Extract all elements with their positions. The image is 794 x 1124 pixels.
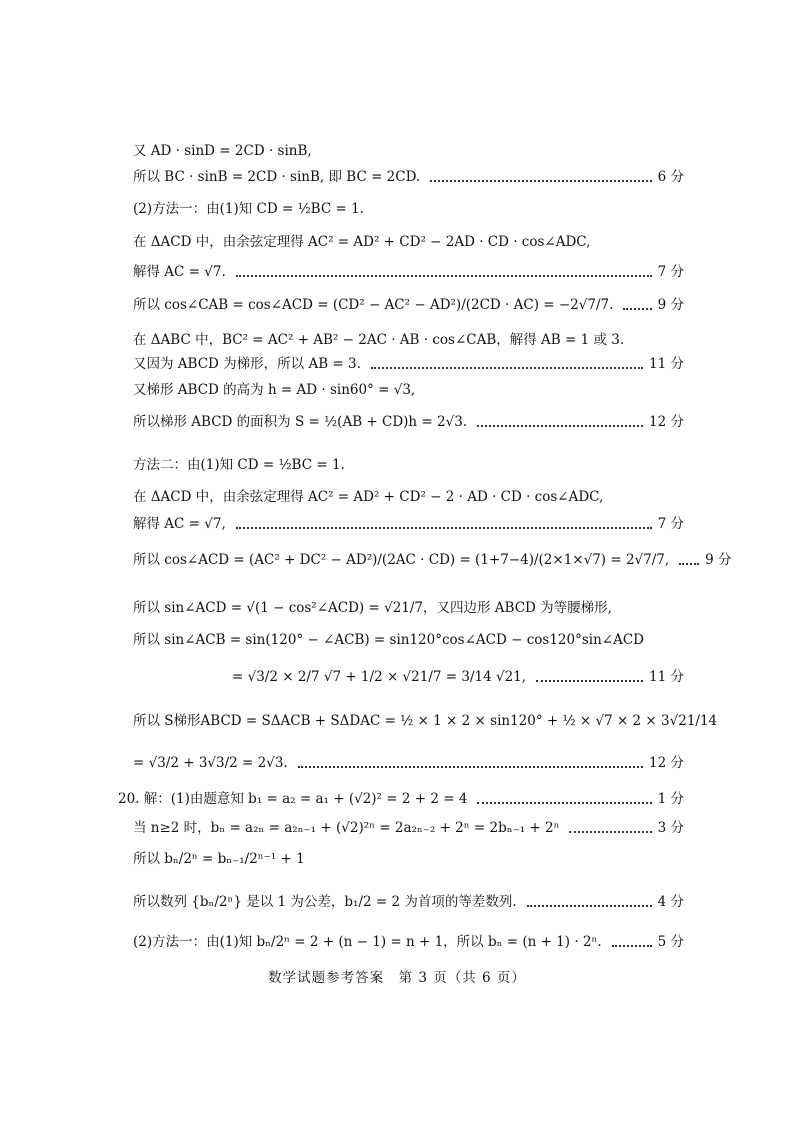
dot-leader (527, 905, 652, 907)
line-text: 又因为 ABCD 为梯形，所以 AB = 3. (133, 356, 361, 372)
line-text: 在 ΔACD 中，由余弦定理得 AC² = AD² + CD² − 2 · AD · CD · cos∠ADC, (133, 489, 604, 505)
solution-line (133, 381, 684, 399)
line-text: 解得 AC = √7, (133, 516, 226, 532)
solution-line (133, 456, 684, 474)
line-text: = √3/2 + 3√3/2 = 2√3. (133, 755, 288, 771)
solution-line (133, 850, 684, 868)
line-text: 所以 cos∠ACD = (AC² + DC² − AD²)/(2AC · CD) = (1+7−4)/(2×1×√7) = 2√7/7, (133, 552, 670, 568)
score-label: 3 分 (657, 820, 684, 836)
dot-leader (236, 275, 652, 277)
dot-leader (430, 180, 651, 182)
score-label: 11 分 (649, 669, 684, 685)
line-text: (2)方法一：由(1)知 bₙ/2ⁿ = 2 + (n − 1) = n + 1，所以 bₙ = (n + 1) · 2ⁿ. (133, 934, 602, 950)
solution-line (133, 488, 684, 506)
score-label: 12 分 (649, 755, 684, 771)
line-text: 所以 cos∠CAB = cos∠ACD = (CD² − AC² − AD²)/(2CD · AC) = −2√7/7. (133, 297, 614, 313)
line-text: 解得 AC = √7. (133, 264, 226, 280)
line-text: 当 n≥2 时，bₙ = a₂ₙ = a₂ₙ₋₁ + (√2)²ⁿ = 2a₂ₙ₋₂ + 2ⁿ = 2bₙ₋₁ + 2ⁿ (133, 820, 560, 836)
dot-leader (612, 945, 652, 947)
solution-line (133, 893, 684, 911)
solution-line (133, 233, 684, 251)
solution-line (133, 142, 684, 160)
solution-line (232, 668, 684, 686)
dot-leader (371, 367, 643, 369)
solution-line (133, 631, 684, 649)
solution-line (133, 413, 684, 431)
dot-leader (679, 563, 699, 565)
line-text: 在 ΔACD 中，由余弦定理得 AC² = AD² + CD² − 2AD · CD · cos∠ADC, (133, 234, 591, 250)
score-label: 7 分 (657, 516, 684, 532)
solution-line (133, 331, 684, 349)
dot-leader (623, 308, 651, 310)
solution-line (133, 263, 684, 281)
line-text: 所以数列 {bₙ/2ⁿ} 是以 1 为公差，b₁/2 = 2 为首项的等差数列. (133, 894, 517, 910)
solution-line (133, 712, 718, 730)
page-footer: 数学试题参考答案 第 3 页（共 6 页） (268, 970, 526, 986)
line-text: 所以 sin∠ACB = sin(120° − ∠ACB) = sin120°cos∠ACD − cos120°sin∠ACD (133, 632, 644, 648)
line-text: 所以 S梯形ABCD = SΔACB + SΔDAC = ½ × 1 × 2 × sin120° + ½ × √7 × 2 × 3√21/14 (133, 713, 718, 729)
solution-line (133, 551, 732, 569)
dot-leader (477, 425, 643, 427)
score-label: 4 分 (657, 894, 684, 910)
solution-line (133, 515, 684, 533)
line-text: 所以 bₙ/2ⁿ = bₙ₋₁/2ⁿ⁻¹ + 1 (133, 851, 305, 867)
line-text: (2)方法一：由(1)知 CD = ½BC = 1. (133, 201, 364, 217)
solution-line (133, 168, 684, 186)
line-text: 又梯形 ABCD 的高为 h = AD · sin60° = √3, (133, 382, 416, 398)
line-text: 方法二：由(1)知 CD = ½BC = 1. (133, 457, 345, 473)
line-text: 在 ΔABC 中，BC² = AC² + AB² − 2AC · AB · cos∠CAB，解得 AB = 1 或 3. (133, 332, 625, 348)
solution-line (133, 599, 684, 617)
line-text: 所以 BC · sinB = 2CD · sinB, 即 BC = 2CD. (133, 169, 421, 185)
solution-line (133, 355, 684, 373)
solution-line (133, 200, 684, 218)
solution-line (133, 754, 684, 772)
score-label: 11 分 (649, 356, 684, 372)
dot-leader (569, 831, 651, 833)
score-label: 7 分 (657, 264, 684, 280)
dot-leader (536, 680, 643, 682)
dot-leader (236, 527, 652, 529)
score-label: 12 分 (649, 414, 684, 430)
line-text: 20. 解：(1)由题意知 b₁ = a₂ = a₁ + (√2)² = 2 + 2 = 4 (118, 791, 468, 807)
score-label: 9 分 (657, 297, 684, 313)
score-label: 9 分 (705, 552, 732, 568)
score-label: 1 分 (657, 791, 684, 807)
solution-line (133, 819, 684, 837)
score-label: 6 分 (657, 169, 684, 185)
line-text: 所以 sin∠ACD = √(1 − cos²∠ACD) = √21/7，又四边形 ABCD 为等腰梯形, (133, 600, 612, 616)
line-text: 所以梯形 ABCD 的面积为 S = ½(AB + CD)h = 2√3. (133, 414, 468, 430)
line-text: = √3/2 × 2/7 √7 + 1/2 × √21/7 = 3/14 √21, (232, 669, 527, 685)
solution-line (133, 933, 684, 951)
dot-leader (298, 766, 643, 768)
score-label: 5 分 (657, 934, 684, 950)
line-text: 又 AD · sinD = 2CD · sinB, (133, 143, 312, 159)
solution-line (118, 790, 684, 808)
solution-line (133, 296, 684, 314)
dot-leader (477, 802, 651, 804)
